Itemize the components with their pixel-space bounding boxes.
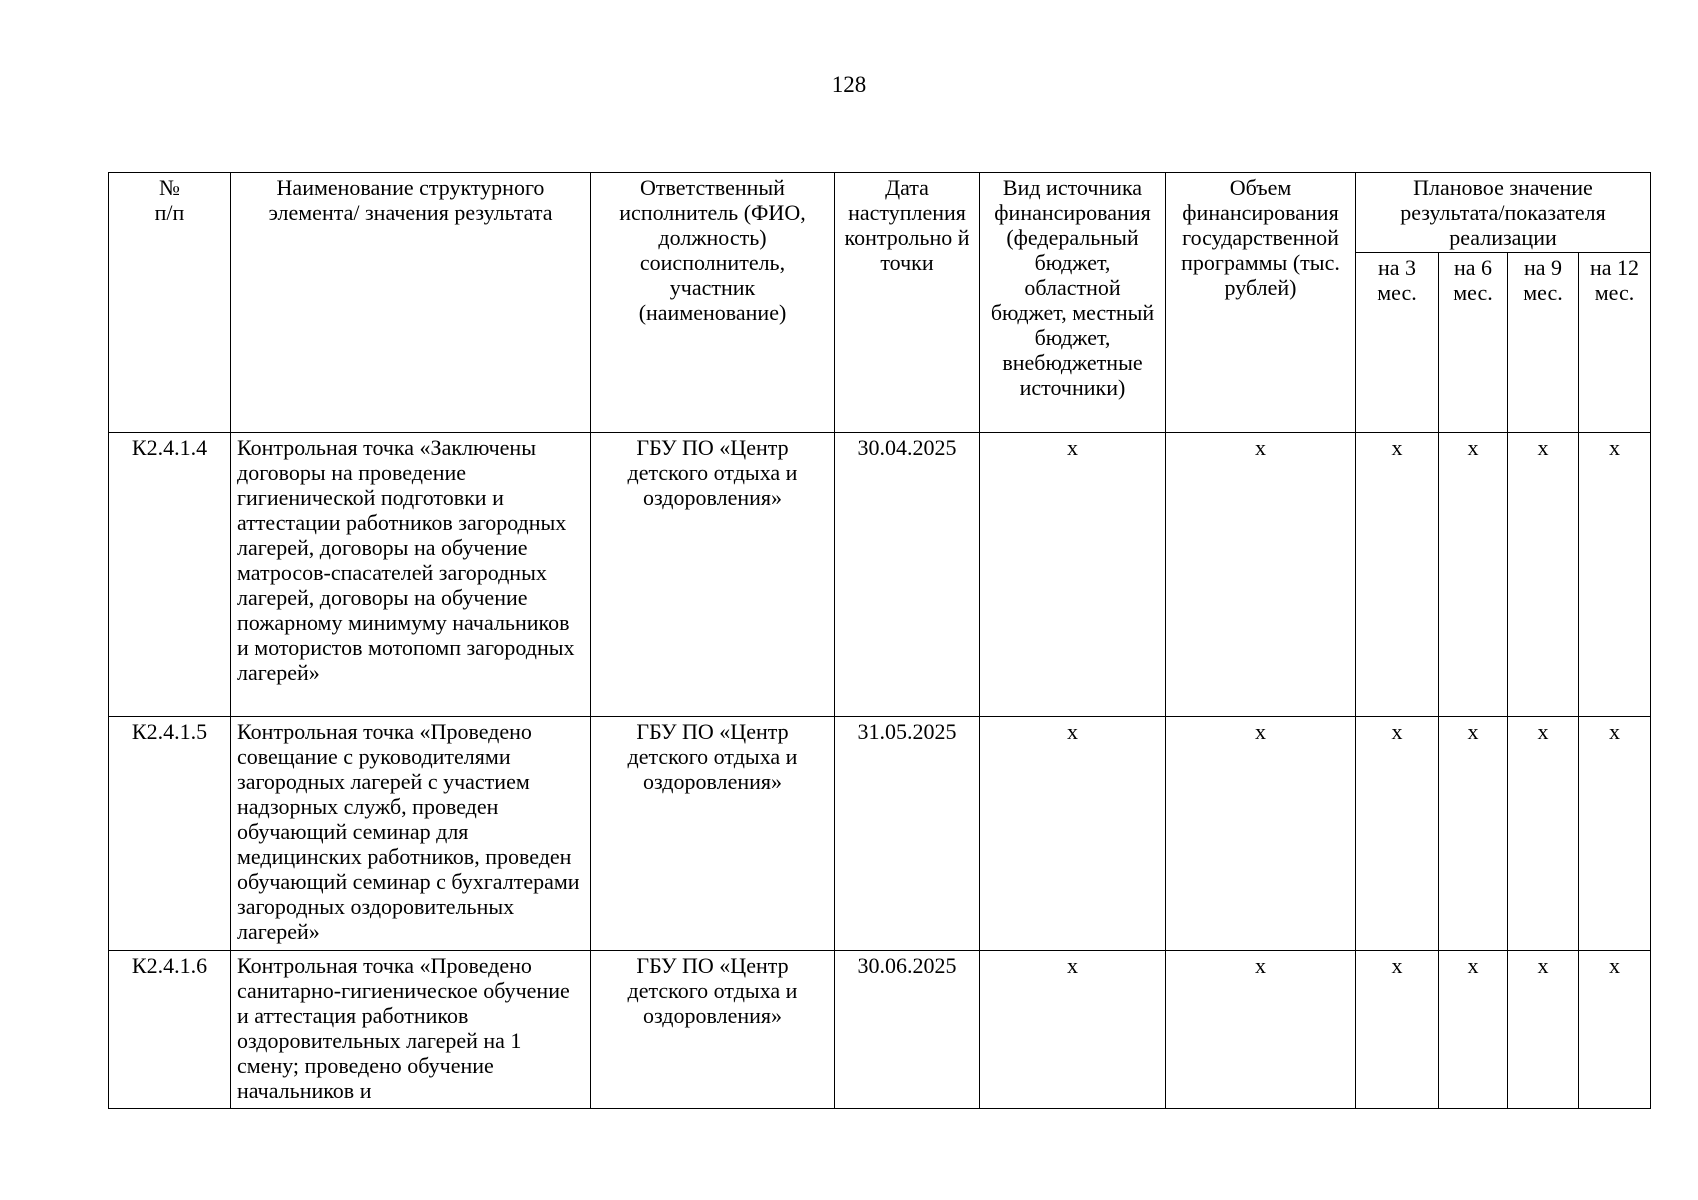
control-points-table: [108, 172, 1651, 1109]
header-num: № п/п: [109, 173, 231, 433]
row-m3: х: [1356, 433, 1439, 717]
row-volume: х: [1166, 951, 1356, 1109]
row-num: К2.4.1.4: [109, 433, 231, 717]
row-m9: х: [1508, 717, 1579, 951]
row-date: 30.06.2025: [835, 951, 980, 1109]
row-m12: х: [1579, 433, 1651, 717]
row-date: 30.04.2025: [835, 433, 980, 717]
row-m6: х: [1439, 717, 1508, 951]
header-m3: на 3 мес.: [1356, 253, 1439, 433]
table-row: [109, 951, 1651, 1109]
header-m6: на 6 мес.: [1439, 253, 1508, 433]
row-m6: х: [1439, 433, 1508, 717]
row-source: х: [980, 951, 1166, 1109]
header-date: Дата наступления контрольно й точки: [835, 173, 980, 433]
header-name: Наименование структурного элемента/ значения результата: [231, 173, 591, 433]
header-responsible: Ответственный исполнитель (ФИО, должность) соисполнитель, участник (наименование): [591, 173, 835, 433]
row-m12: х: [1579, 717, 1651, 951]
row-date: 31.05.2025: [835, 717, 980, 951]
row-m3: х: [1356, 951, 1439, 1109]
header-volume: Объем финансирования государственной программы (тыс. рублей): [1166, 173, 1356, 433]
row-volume: х: [1166, 433, 1356, 717]
row-source: х: [980, 717, 1166, 951]
row-num: К2.4.1.6: [109, 951, 231, 1109]
header-m12: на 12 мес.: [1579, 253, 1651, 433]
row-volume: х: [1166, 717, 1356, 951]
row-name: Контрольная точка «Проведено санитарно-гигиеническое обучение и аттестация работников оздоровительных лагерей на 1 смену; проведено обучение начальников и: [231, 951, 591, 1109]
table-row: [109, 433, 1651, 717]
row-name: Контрольная точка «Заключены договоры на проведение гигиенической подготовки и аттестации работников загородных лагерей, договоры на обучение матросов-спасателей загородных лагерей, договоры на обучение пожарному минимуму начальников и мотористов мотопомп загородных лагерей»: [231, 433, 591, 717]
row-num: К2.4.1.5: [109, 717, 231, 951]
page-number: 128: [831, 72, 867, 97]
row-m9: х: [1508, 433, 1579, 717]
row-m12: х: [1579, 951, 1651, 1109]
row-responsible: ГБУ ПО «Центр детского отдыха и оздоровления»: [591, 951, 835, 1109]
row-m9: х: [1508, 951, 1579, 1109]
row-responsible: ГБУ ПО «Центр детского отдыха и оздоровления»: [591, 717, 835, 951]
row-m6: х: [1439, 951, 1508, 1109]
row-m3: х: [1356, 717, 1439, 951]
header-source: Вид источника финансирования (федеральный бюджет, областной бюджет, местный бюджет, внебюджетные источники): [980, 173, 1166, 433]
table-row: [109, 717, 1651, 951]
row-name: Контрольная точка «Проведено совещание с руководителями загородных лагерей с участием надзорных служб, проведен обучающий семинар для медицинских работников, проведен обучающий семинар с бухгалтерами загородных оздоровительных лагерей»: [231, 717, 591, 951]
row-source: х: [980, 433, 1166, 717]
row-responsible: ГБУ ПО «Центр детского отдыха и оздоровления»: [591, 433, 835, 717]
header-m9: на 9 мес.: [1508, 253, 1579, 433]
header-plan: Плановое значение результата/показателя реализации: [1356, 173, 1651, 253]
